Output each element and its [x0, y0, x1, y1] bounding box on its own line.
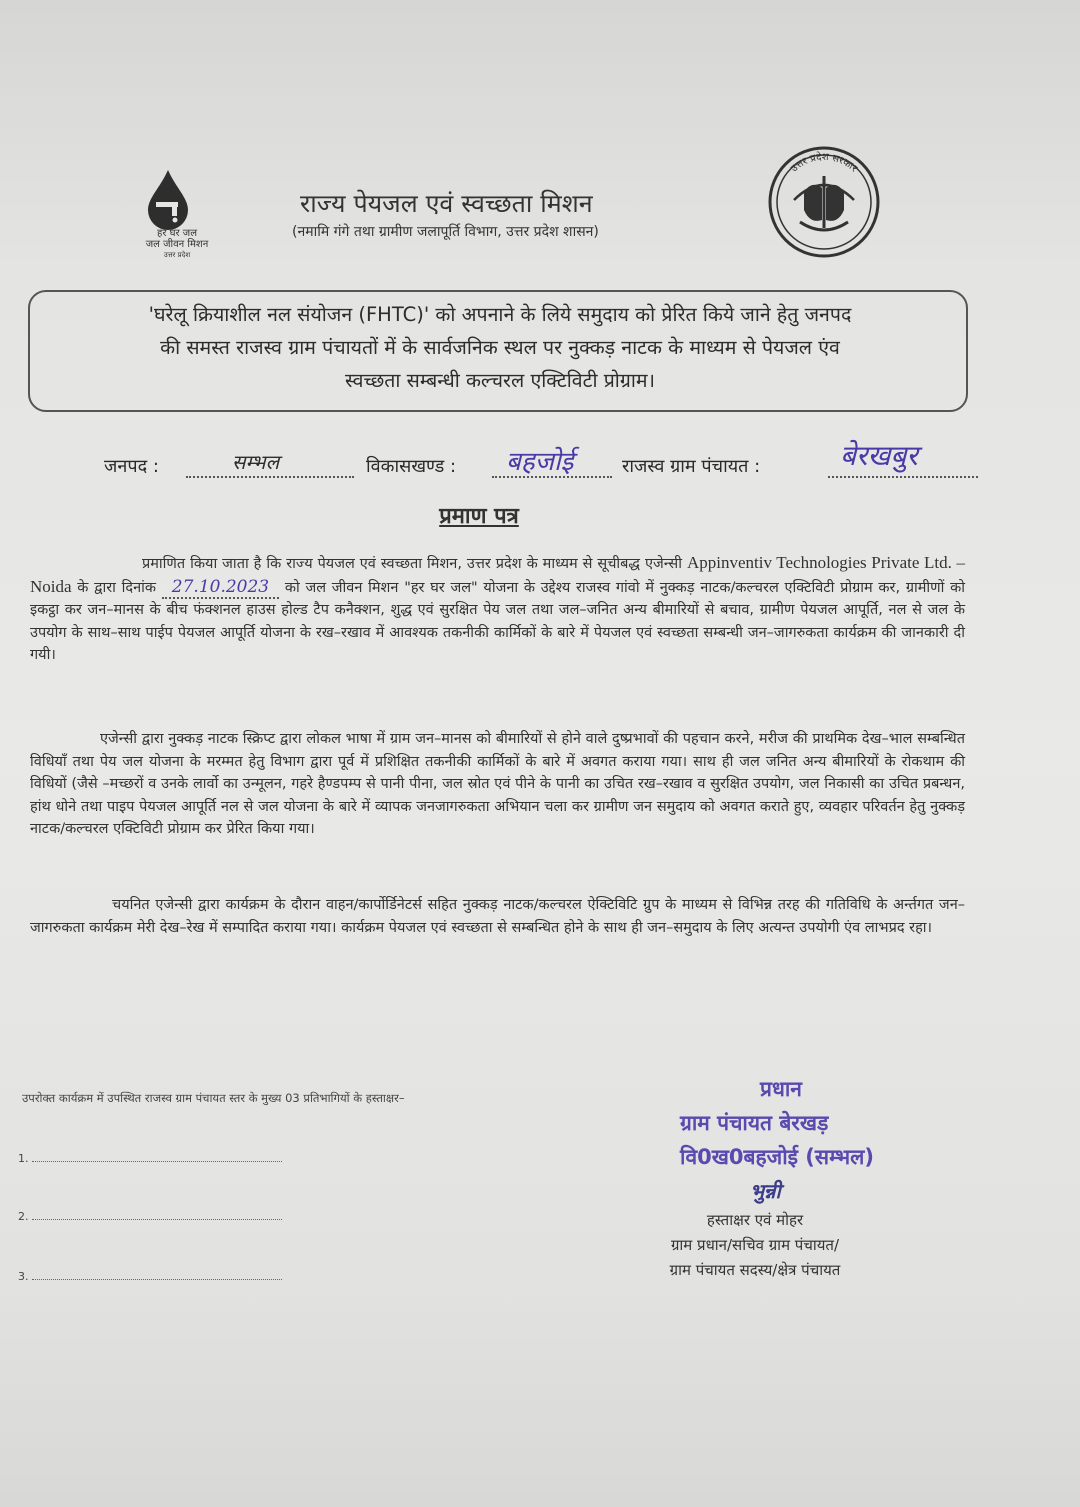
logo-caption-line: उत्तर प्रदेश: [163, 251, 191, 259]
water-drop-icon: [142, 168, 194, 230]
paragraph-text: को जल जीवन मिशन "हर घर जल" योजना के उद्देश्य राजस्व गांवो में नुक्कड़ नाटक/कल्चरल एक्टिविटी प्रोग्राम कर, ग्रामीणों को इकट्ठा कर जन–मानस के बीच फंक्शनल हाउस होल्ड टैप कनैक्शन, शुद्ध एवं सुरक्षित पेय जल तथा जल–जनित अन्य बीमारियों से बचाव, ग्रामीण पेयजल आपूर्ति, नल से जल के उपयोग के साथ–साथ पाईप पेयजल आपूर्ति योजना के रख–रखाव में आवश्यक तकनीकी कार्मिकों के बारे में पेयजल एवं स्वच्छता सम्बन्धी जन–जागरुकता कार्यक्रम की जानकारी दी गयी।: [30, 579, 966, 663]
stamp-line: वि0ख0बहजोई (सम्भल): [680, 1145, 874, 1169]
panchayat-stamp: [670, 1072, 960, 1208]
agency-name: Appinventiv Technologies Private Ltd. – Noida: [30, 553, 966, 596]
paragraph-text: के द्वारा दिनांक: [77, 579, 157, 596]
page-title: राज्य पेयजल एवं स्वच्छता मिशन: [300, 189, 593, 218]
signer-line: ग्राम प्रधान/सचिव ग्राम पंचायत/: [670, 1236, 840, 1254]
block-label: विकासखण्ड :: [366, 456, 457, 477]
stamp-line: ग्राम पंचायत बेरखड़: [680, 1111, 829, 1135]
signer-line: हस्ताक्षर एवं मोहर: [706, 1211, 804, 1229]
participant-signature-line: [18, 1210, 288, 1223]
paragraph-3: चयनित एजेन्सी द्वारा कार्यक्रम के दौरान वाहन/कार्पोर्डिनेटर्स सहित नुक्कड़ नाटक/कल्चरल ऐक्टिविटि ग्रुप के माध्यम से विभिन्न तरह की गतिविधि के अर्न्तगत जन–जागरुकता कार्यक्रम मेरी देख–रेख में सम्पादित कराया गया। कार्यक्रम पेयजल एवं स्वच्छता से सम्बन्धित होने के साथ ही जन–समुदाय के लिए अत्यन्त उपयोगी एंव लाभप्रद रहा।: [30, 897, 965, 936]
page-subtitle: (नमामि गंगे तथा ग्रामीण जलापूर्ति विभाग, उत्तर प्रदेश शासन): [292, 224, 599, 240]
jal-jeevan-mission-logo: [132, 168, 227, 268]
up-government-emblem: [764, 140, 884, 260]
logo-caption-line: जल जीवन मिशन: [145, 239, 209, 250]
logo-caption: [132, 228, 222, 261]
signature-number: 3.: [18, 1270, 29, 1283]
emblem-text: उत्तर प्रदेश सरकार: [788, 151, 860, 175]
paragraph-1: [30, 552, 965, 667]
panchayat-value: बेरखबुर: [840, 439, 918, 472]
event-date: 27.10.2023: [162, 577, 279, 599]
participant-signature-line: [18, 1152, 288, 1165]
district-label: जनपद :: [104, 456, 159, 477]
panchayat-label: राजस्व ग्राम पंचायत :: [622, 456, 761, 477]
signature-number: 1.: [18, 1152, 29, 1165]
topic-line: की समस्त राजस्व ग्राम पंचायतों में के सार्वजनिक स्थल पर नुक्कड़ नाटक के माध्यम से पेयजल एंव: [160, 336, 840, 359]
handwritten-signature: भुन्नी: [750, 1179, 781, 1203]
participant-signature-line: [18, 1270, 288, 1283]
paragraph-2: एजेन्सी द्वारा नुक्कड़ नाटक स्क्रिप्ट द्वारा लोकल भाषा में ग्राम जन–मानस को बीमारियों से होने वाले दुष्प्रभावों की पहचान करने, मरीज की प्राथमिक देख–भाल सम्बन्धित विधियाँ तथा पेय जल योजना के मरम्मत हेतु विभाग द्वारा पूर्व में प्रशिक्षित तकनीकी कार्मिकों के बारे में अवगत कराया गया। साथ ही जल जनित अन्य बीमारियों के रोकथाम की विधियों (जैसे –मच्छरों व उनके लार्वो का उन्मूलन, गहरे हैण्डपम्प से पानी पीना, जल स्रोत एवं पीने के पानी का उचित रख–रखाव व सुरक्षित उपयोग, जल निकासी का उचित प्रबन्धन, हांथ धोने तथा पाइप पेयजल आपूर्ति नल से जल योजना के बारे में व्यापक जनजागरुकता अभियान चला कर ग्रामीण जन समुदाय को अवगत कराते हुए, व्यवहार परिवर्तन हेतु नुक्कड़ नाटक/कल्चरल एक्टिविटी प्रोग्राम कर प्रेरित किया गया।: [30, 731, 965, 837]
certificate-title: प्रमाण पत्र: [439, 504, 519, 529]
topic-line: 'घरेलू क्रियाशील नल संयोजन (FHTC)' को अपनाने के लिये समुदाय को प्रेरित किये जाने हेतु जनपद: [148, 303, 852, 326]
participants-note: उपरोक्त कार्यक्रम में उपस्थित राजस्व ग्राम पंचायत स्तर के मुख्य 03 प्रतिभागियों के हस्ताक्षर–: [22, 1091, 405, 1105]
stamp-line: प्रधान: [760, 1077, 802, 1101]
paragraph-text: प्रमाणित किया जाता है कि राज्य पेयजल एवं स्वच्छता मिशन, उत्तर प्रदेश के माध्यम से सूचीबद्ध एजेन्सी: [142, 556, 682, 572]
signer-line: ग्राम पंचायत सदस्य/क्षेत्र पंचायत: [669, 1261, 841, 1279]
logo-caption-line: हर घर जल: [157, 228, 197, 239]
topic-line: स्वच्छता सम्बन्धी कल्चरल एक्टिविटी प्रोग्राम।: [345, 369, 655, 392]
district-value: सम्भल: [232, 450, 280, 474]
signer-block: [620, 1208, 890, 1283]
location-fields: [104, 439, 1004, 488]
topic-text: [50, 298, 950, 397]
block-value: बहजोई: [506, 447, 574, 477]
signature-number: 2.: [18, 1210, 29, 1223]
